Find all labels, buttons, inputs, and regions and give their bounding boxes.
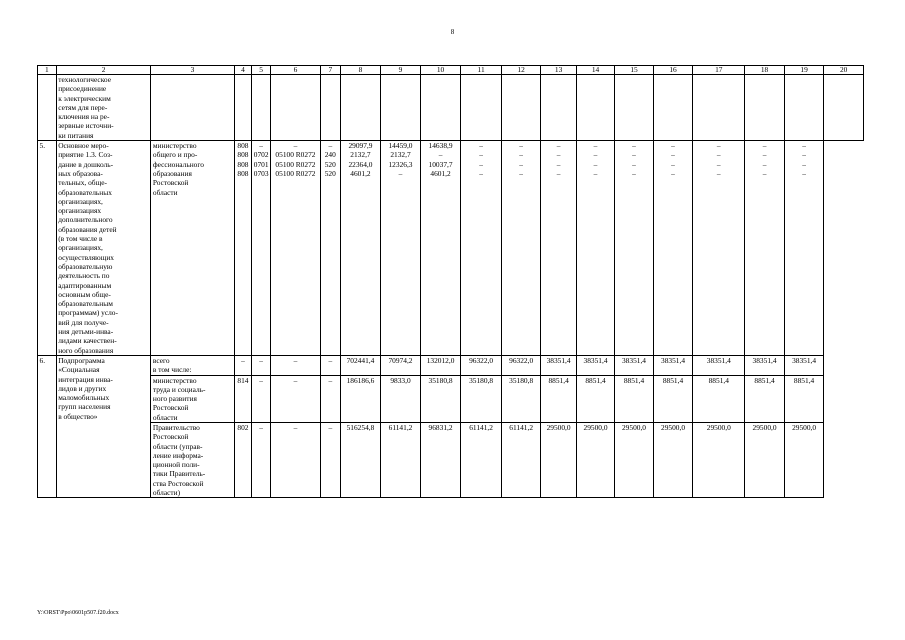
value-line: 10037,7 [428,159,453,169]
measure-name-line: в общество» [58,411,98,421]
budget-table [37,65,864,498]
executor-line: Ростовской [152,403,189,413]
value-cell [234,375,252,422]
value-line: – [556,150,561,160]
value-cell [381,141,421,356]
value-cell [270,375,320,422]
column-number-cell: 10 [420,66,461,75]
value-cell [615,422,653,497]
value-cell [745,141,785,356]
column-number-cell: 17 [693,66,745,75]
value-line: 8851,4 [548,375,569,385]
measure-name-line: организациях, [58,243,103,253]
value-line: 702441,4 [346,355,375,365]
value-line: 38351,4 [583,355,608,365]
value-cell [501,141,541,356]
value-line: 520 [324,168,336,178]
value-cell [784,375,824,422]
value-cell [693,141,745,356]
measure-name-line: ки питания [58,130,94,140]
value-cell [420,375,461,422]
value-line: – [479,150,483,160]
table-cell [745,75,785,141]
measure-name-line: программам) усло- [58,308,118,318]
table-cell [693,75,745,141]
value-line: – [556,141,561,151]
value-line: 14638,9 [428,141,453,151]
table-row [38,422,864,497]
value-line: 12326,3 [388,159,413,169]
measure-name-line: адаптированным [58,280,112,290]
value-line: 29500,0 [546,422,571,432]
value-cell [693,375,745,422]
value-cell [784,141,824,356]
value-line: – [519,150,523,160]
measure-name-line: дание в дошколь- [58,159,114,169]
value-line: 802 [237,422,249,432]
value-line: – [479,168,483,178]
column-number-cell: 9 [381,66,421,75]
column-number-cell: 3 [151,66,234,75]
table-cell [320,75,340,141]
executor-line: области (управ- [152,441,203,451]
value-line: – [328,375,333,385]
value-line: – [802,159,806,169]
column-number-cell: 5 [252,66,271,75]
value-line: – [632,141,636,151]
value-line: 14459,0 [388,141,413,151]
value-line: 38351,4 [621,355,647,365]
executor-line: Правительство [152,422,200,432]
measure-name-line: основным обще- [58,289,111,299]
executor-cell [151,141,234,356]
column-number-cell: 12 [501,66,541,75]
value-line: 05100 R0272 [275,159,316,169]
value-cell [340,141,381,356]
value-cell [653,141,693,356]
measure-name-line: «Социальная [58,365,100,375]
value-cell [653,375,693,422]
table-cell [340,75,381,141]
value-line: – [241,355,245,365]
value-line: 8851,4 [754,375,775,385]
table-cell [252,75,271,141]
value-line: 0701 [253,159,269,169]
column-number-row [38,66,864,75]
value-line: 38351,4 [546,355,571,365]
value-cell [653,355,693,375]
value-line: 70974,2 [388,355,413,365]
measure-name-line: групп населения [58,402,111,412]
column-number-cell: 6 [270,66,320,75]
measure-name-line: маломобильных [58,393,110,403]
value-line: 61141,2 [388,422,413,432]
column-number-cell: 16 [653,66,693,75]
table-cell [381,75,421,141]
executor-cell [151,422,234,497]
value-line: 0702 [253,150,269,160]
value-line: – [716,141,721,151]
value-line: – [593,159,598,169]
measure-name-line: осуществляющих [58,252,114,262]
column-number-cell: 4 [234,66,252,75]
value-cell [270,141,320,356]
value-cell [541,422,576,497]
value-cell [252,422,271,497]
value-cell [252,141,271,356]
value-line: – [802,150,806,160]
value-line: 22364,0 [348,159,373,169]
value-cell [576,422,614,497]
value-line: – [293,422,298,432]
value-line: – [259,422,263,432]
value-line: – [671,159,675,169]
executor-line: министерство [152,375,197,385]
value-line: – [762,159,767,169]
value-cell [615,375,653,422]
value-cell [745,375,785,422]
value-cell [541,375,576,422]
measure-name-cell [56,75,151,141]
executor-cell [151,375,234,422]
column-number-cell: 18 [745,66,785,75]
executor-line: всего [152,355,170,365]
value-cell [320,375,340,422]
column-number-cell: 8 [340,66,381,75]
value-cell [461,375,502,422]
column-number-cell: 19 [784,66,824,75]
table-cell [784,75,824,141]
value-line: 2132,7 [350,150,371,160]
value-line: 05100 R0272 [275,168,316,178]
value-line: – [716,159,721,169]
value-cell [784,355,824,375]
file-path-footer: Y:\ORST\Ppo\0601p507.f20.docx [37,610,119,616]
executor-line: ление информа- [152,450,204,460]
value-line: 96831,2 [428,422,453,432]
table-cell [615,75,653,141]
value-line: – [293,375,298,385]
value-line: – [479,159,483,169]
value-cell [501,355,541,375]
table-row [38,75,864,141]
table-cell [270,75,320,141]
value-line: – [632,150,636,160]
value-cell [541,141,576,356]
value-line: 808 [237,141,249,151]
value-line: – [716,168,721,178]
value-line: 29500,0 [792,422,817,432]
value-cell [615,141,653,356]
value-line: 61141,2 [469,422,493,432]
measure-name-line: образовательную [58,261,113,271]
value-cell [461,355,502,375]
measure-name-line: ния детьми-инва- [58,327,114,337]
table-row [38,355,864,375]
value-line: 35180,8 [509,375,534,385]
value-line: – [398,168,403,178]
value-line: – [293,141,298,151]
value-cell [270,422,320,497]
value-cell [340,422,381,497]
value-cell [420,422,461,497]
value-cell [501,422,541,497]
value-line: – [293,355,298,365]
column-number-cell: 20 [824,66,864,75]
value-cell [381,375,421,422]
measure-name-line: к электрическим [58,93,111,103]
measure-name-line: (в том числе в [58,234,103,244]
value-line: 05100 R0272 [275,150,316,160]
value-line: – [259,375,263,385]
value-cell [252,375,271,422]
value-line: – [519,141,523,151]
measure-name-cell [56,355,151,497]
measure-name-line: приятие 1.3. Соз- [58,150,113,160]
value-cell [653,422,693,497]
value-cell [693,422,745,497]
value-line: 0703 [253,168,269,178]
measure-name-line: тельных, обще- [58,178,107,188]
value-line: 808 [237,159,249,169]
executor-line: тики Правитель- [152,469,206,479]
value-line: – [519,168,523,178]
measure-name-line: дополнительного [58,215,113,225]
measure-name-line: Основное меро- [58,141,109,151]
measure-name-line: лидами качествен- [58,336,117,346]
value-line: – [259,141,263,151]
value-line: – [671,168,675,178]
table-row [38,375,864,422]
value-cell [615,355,653,375]
table-cell [151,75,234,141]
executor-line: ства Ростовской [152,478,204,488]
value-line: – [593,168,598,178]
measure-name-line: ключения на ре- [58,112,110,122]
value-line: – [328,141,333,151]
value-line: 38351,4 [752,355,777,365]
value-line: 516254,8 [346,422,375,432]
value-line: 38351,4 [706,355,731,365]
value-cell [320,141,340,356]
value-line: 61141,2 [509,422,534,432]
measure-name-line: деятельность по [58,271,110,281]
value-line: 8851,4 [793,375,815,385]
value-line: 8851,4 [623,375,645,385]
table-row [38,141,864,356]
column-number-cell: 7 [320,66,340,75]
measure-name-line: образования детей [58,224,117,234]
table-cell [653,75,693,141]
table-cell [461,75,502,141]
value-cell [234,422,252,497]
executor-line: министерство [152,141,197,151]
table-cell [38,75,57,141]
value-line: 38351,4 [792,355,817,365]
value-cell [340,355,381,375]
row-number-cell: 5. [38,141,57,356]
measure-name-line: вий для получе- [58,317,109,327]
value-line: 35180,8 [469,375,494,385]
value-cell [320,355,340,375]
executor-line: в том числе: [152,365,192,375]
column-number-cell: 11 [461,66,502,75]
table-cell [576,75,614,141]
column-number-cell: 13 [541,66,576,75]
table-cell [541,75,576,141]
value-cell [461,141,502,356]
value-line: – [328,422,333,432]
value-line: – [716,150,721,160]
value-line: – [556,168,561,178]
measure-name-line: Подпрограмма [58,355,105,365]
value-cell [576,375,614,422]
value-cell [420,141,461,356]
value-line: 4601,2 [350,168,371,178]
measure-name-line: лидов и других [58,383,107,393]
value-line: 8851,4 [585,375,606,385]
value-line: – [671,150,675,160]
measure-name-line: ного образования [58,345,114,355]
executor-line: области) [152,488,181,498]
executor-line: образования [152,168,192,178]
value-line: 8851,4 [662,375,684,385]
value-line: – [328,355,333,365]
executor-line: Ростовской [152,432,189,442]
table-cell [501,75,541,141]
value-cell [576,141,614,356]
value-line: – [556,159,561,169]
executor-line: области [152,187,178,197]
value-cell [461,422,502,497]
value-cell [234,355,252,375]
value-cell [381,422,421,497]
measure-name-line: образовательных [58,187,112,197]
measure-name-line: интеграция инва- [58,374,113,384]
value-line: 96322,0 [509,355,534,365]
value-cell [340,375,381,422]
measure-name-line: организациях, [58,196,103,206]
measure-name-line: сетям для пере- [58,102,108,112]
measure-name-line: организациях [58,206,102,216]
value-cell [420,355,461,375]
value-cell [541,355,576,375]
value-line: 186186,6 [346,375,375,385]
value-line: – [438,150,443,160]
measure-name-line: ных образова- [58,168,103,178]
value-line: 35180,8 [428,375,453,385]
value-line: 808 [237,150,249,160]
measure-name-line: технологическое [58,75,111,84]
page-number: 8 [450,28,455,36]
executor-line: фессионального [152,159,204,169]
value-cell [745,355,785,375]
measure-name-line: присоединение [58,84,107,94]
value-line: 808 [237,168,249,178]
measure-name-line: образовательным [58,299,113,309]
value-line: 814 [237,375,249,385]
executor-line: труда и социаль- [152,384,206,394]
value-line: – [671,141,675,151]
value-cell [576,355,614,375]
executor-cell [151,355,234,375]
value-line: – [593,150,598,160]
value-line: 29500,0 [583,422,608,432]
value-cell [252,355,271,375]
value-cell [784,422,824,497]
value-line: 29500,0 [621,422,647,432]
table-cell [420,75,461,141]
value-line: – [802,168,806,178]
value-cell [270,355,320,375]
value-line: 29500,0 [661,422,686,432]
value-line: – [479,141,483,151]
value-line: – [802,141,806,151]
value-line: 2132,7 [390,150,411,160]
value-line: 29500,0 [752,422,777,432]
value-line: 96322,0 [469,355,494,365]
table-cell [824,75,864,141]
value-line: – [762,168,767,178]
value-cell [320,422,340,497]
executor-line: ционной поли- [152,460,200,470]
value-line: – [632,168,636,178]
executor-line: ного развития [152,394,197,404]
value-cell [501,375,541,422]
value-line: 240 [324,150,336,160]
table-cell [234,75,252,141]
value-line: 132012,0 [426,355,455,365]
column-number-cell: 2 [56,66,151,75]
executor-line: области [152,412,178,422]
value-line: 38351,4 [661,355,686,365]
value-line: 29097,9 [348,141,373,151]
value-line: 9833,0 [390,375,411,385]
value-cell [381,355,421,375]
column-number-cell: 15 [615,66,653,75]
column-number-cell: 1 [38,66,57,75]
row-number-cell: 6. [38,355,57,497]
value-line: 4601,2 [430,168,451,178]
executor-line: Ростовской [152,178,189,188]
value-cell [234,141,252,356]
value-line: 520 [324,159,336,169]
value-line: – [519,159,523,169]
measure-name-line: зервные источни- [58,121,114,131]
value-line: – [632,159,636,169]
executor-line: общего и про- [152,150,198,160]
value-line: – [762,150,767,160]
value-line: – [593,141,598,151]
value-line: – [259,355,263,365]
value-line: 29500,0 [706,422,731,432]
value-line: – [762,141,767,151]
measure-name-cell [56,141,151,356]
value-cell [745,422,785,497]
value-cell [693,355,745,375]
value-line: 8851,4 [708,375,729,385]
column-number-cell: 14 [576,66,614,75]
